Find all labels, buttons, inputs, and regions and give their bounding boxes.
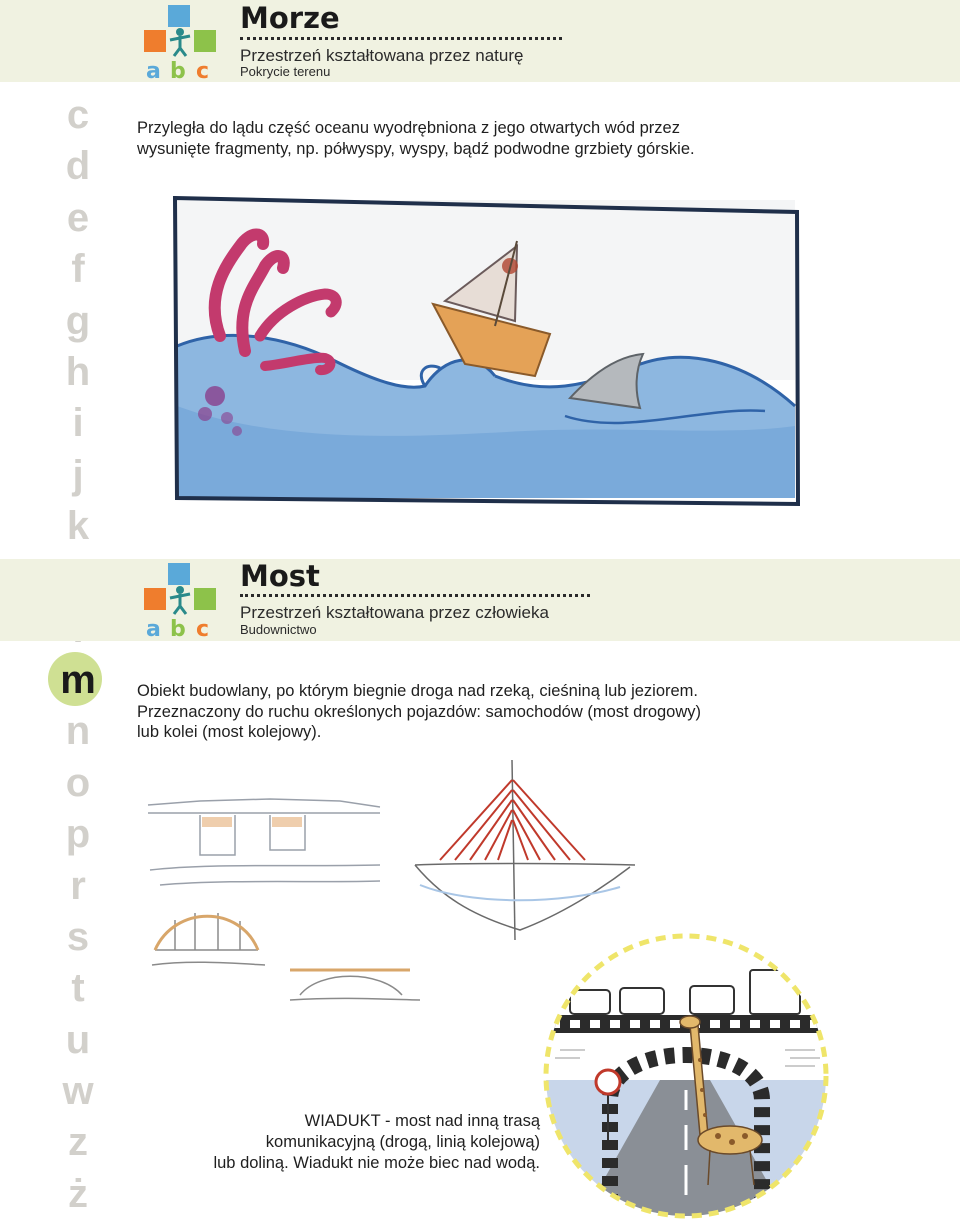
abc-logo-icon-2 [138,560,222,640]
morze-description: Przyległa do lądu część oceanu wyodrębniona z jego otwartych wód przez wysunięte fragmenty, np. półwyspy, wyspy, bądź podwodne grzbiety górskie. [137,119,695,158]
svg-text:a: a [146,59,161,82]
morze-subtitle: Przestrzeń kształtowana przez naturę [240,46,524,65]
letter-z-dot[interactable]: ż [68,1172,88,1216]
morze-title: Morze [240,1,340,35]
svg-text:b: b [170,59,186,82]
letter-s[interactable]: s [66,915,90,959]
svg-text:c: c [196,617,210,640]
most-title: Most [240,559,320,593]
letter-t[interactable]: t [71,966,85,1010]
most-category: Budownictwo [240,622,317,637]
letter-j[interactable]: j [72,453,84,497]
letter-k[interactable]: k [66,504,90,548]
letter-c[interactable]: c [66,93,90,137]
letter-m[interactable]: m [60,658,96,702]
svg-text:a: a [146,617,161,640]
sea-illustration [165,186,805,516]
morze-title-underline [240,37,562,40]
most-description: Obiekt budowlany, po którym biegnie droga nad rzeką, cieśniną lub jeziorem. Przeznaczony do ruchu określonych pojazdów: samochodów (most drogowy) lub kolei (most kolejowy). [137,682,702,741]
letter-i[interactable]: i [72,401,84,445]
letter-n[interactable]: n [65,709,91,753]
letter-u[interactable]: u [65,1018,91,1062]
most-title-underline [240,594,590,597]
viaduct-note: WIADUKT - most nad inną trasą komunikacyjną (drogą, linią kolejową) lub doliną. Wiadukt nie może biec nad wodą. [213,1112,540,1172]
svg-text:c: c [196,59,210,82]
letter-w[interactable]: w [62,1069,94,1113]
morze-category: Pokrycie terenu [240,64,331,79]
letter-o[interactable]: o [65,761,91,805]
letter-p[interactable]: p [65,812,91,856]
abc-logo-icon [138,2,222,82]
letter-e[interactable]: e [66,196,90,240]
svg-text:b: b [170,617,186,640]
letter-z[interactable]: z [68,1120,88,1164]
viaduct-illustration [540,930,832,1222]
letter-f[interactable]: f [71,247,85,291]
letter-g[interactable]: g [65,299,91,343]
letter-r[interactable]: r [70,864,86,908]
letter-h[interactable]: h [65,350,91,394]
letter-d[interactable]: d [65,144,91,188]
most-subtitle: Przestrzeń kształtowana przez człowieka [240,603,549,622]
